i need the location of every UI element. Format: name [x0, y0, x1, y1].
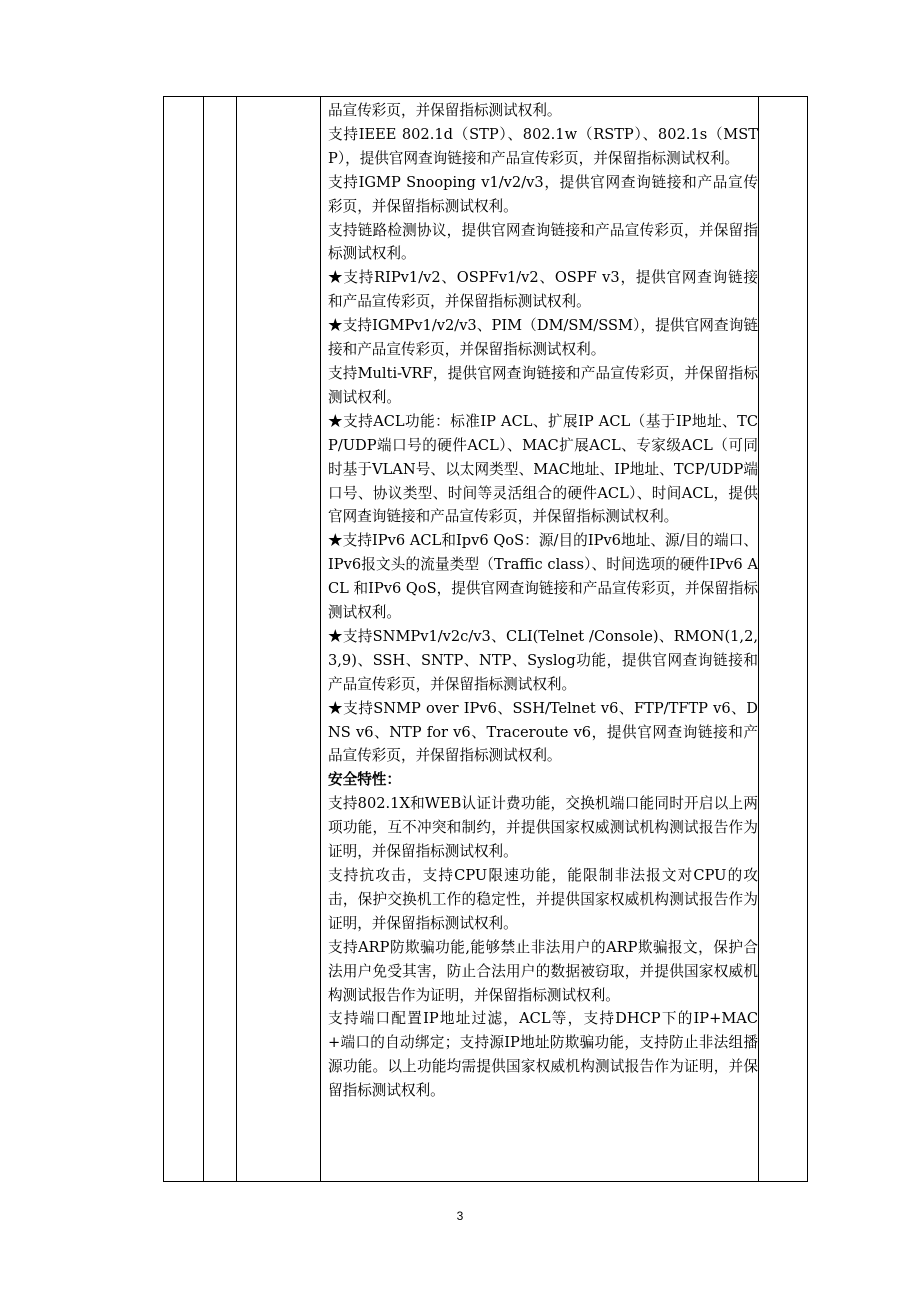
- spec-paragraph: 支持IGMP Snooping v1/v2/v3，提供官网查询链接和产品宣传彩页，并保留指标测试权利。: [328, 173, 758, 215]
- spec-paragraph: 支持ARP防欺骗功能,能够禁止非法用户的ARP欺骗报文，保护合法用户免受其害，防止合法用户的数据被窃取，并提供国家权威机构测试报告作为证明，并保留指标测试权利。: [328, 938, 758, 1004]
- spec-paragraph: 支持端口配置IP地址过滤，ACL等，支持DHCP下的IP+MAC+端口的自动绑定；支持源IP地址防欺骗功能，支持防止非法组播源功能。以上功能均需提供国家权威机构测试报告作为证明，并保留指标测试权利。: [328, 1010, 758, 1100]
- spec-paragraph: ★支持ACL功能：标准IP ACL、扩展IP ACL（基于IP地址、TCP/UDP端口号的硬件ACL）、MAC扩展ACL、专家级ACL（可同时基于VLAN号、以太网类型、MAC地址、IP地址、TCP/UDP端口号、协议类型、时间等灵活组合的硬件ACL）、时间ACL，提供官网查询链接和产品宣传彩页，并保留指标测试权利。: [328, 412, 758, 526]
- spec-paragraph: 支持IEEE 802.1d（STP）、802.1w（RSTP）、802.1s（MSTP），提供官网查询链接和产品宣传彩页，并保留指标测试权利。: [328, 125, 758, 167]
- spec-paragraph: ★支持RIPv1/v2、OSPFv1/v2、OSPF v3，提供官网查询链接和产品宣传彩页，并保留指标测试权利。: [328, 269, 758, 311]
- section-heading: 安全特性：: [328, 771, 401, 789]
- index-cell: [164, 97, 204, 1182]
- page-number: 3: [456, 1209, 464, 1223]
- spec-paragraph: 支持抗攻击，支持CPU限速功能，能限制非法报文对CPU的攻击，保护交换机工作的稳定性，并提供国家权威机构测试报告作为证明，并保留指标测试权利。: [328, 867, 758, 932]
- table-row: [164, 97, 808, 1182]
- spec-paragraph: 支持802.1X和WEB认证计费功能，交换机端口能同时开启以上两项功能，互不冲突和制约，并提供国家权威测试机构测试报告作为证明，并保留指标测试权利。: [328, 795, 758, 861]
- spec-paragraph: ★支持SNMPv1/v2c/v3、CLI(Telnet /Console)、RMON(1,2,3,9)、SSH、SNTP、NTP、Syslog功能，提供官网查询链接和产品宣传彩页，并保留指标测试权利。: [328, 627, 758, 693]
- spec-paragraph: ★支持IGMPv1/v2/v3、PIM（DM/SM/SSM），提供官网查询链接和产品宣传彩页，并保留指标测试权利。: [328, 317, 758, 359]
- spec-paragraph: 支持Multi-VRF，提供官网查询链接和产品宣传彩页，并保留指标测试权利。: [328, 364, 758, 406]
- spec-paragraph: ★支持IPv6 ACL和Ipv6 QoS：源/目的IPv6地址、源/目的端口、IPv6报文头的流量类型（Traffic class）、时间选项的硬件IPv6 ACL 和IPv6 QoS，提供官网查询链接和产品宣传彩页，并保留指标测试权利。: [328, 532, 758, 622]
- spec-table: [163, 96, 808, 1182]
- category-cell: [204, 97, 237, 1182]
- spec-paragraph: ★支持SNMP over IPv6、SSH/Telnet v6、FTP/TFTP v6、DNS v6、NTP for v6、Traceroute v6，提供官网查询链接和产品宣传彩页，并保留指标测试权利。: [328, 699, 758, 765]
- spec-paragraph: 品宣传彩页，并保留指标测试权利。: [328, 102, 562, 119]
- remarks-cell: [759, 97, 808, 1182]
- requirements-cell: [321, 97, 759, 1182]
- item-name-cell: [237, 97, 321, 1182]
- spec-paragraph: 支持链路检测协议，提供官网查询链接和产品宣传彩页，并保留指标测试权利。: [328, 221, 758, 263]
- requirements-text: [321, 97, 758, 1103]
